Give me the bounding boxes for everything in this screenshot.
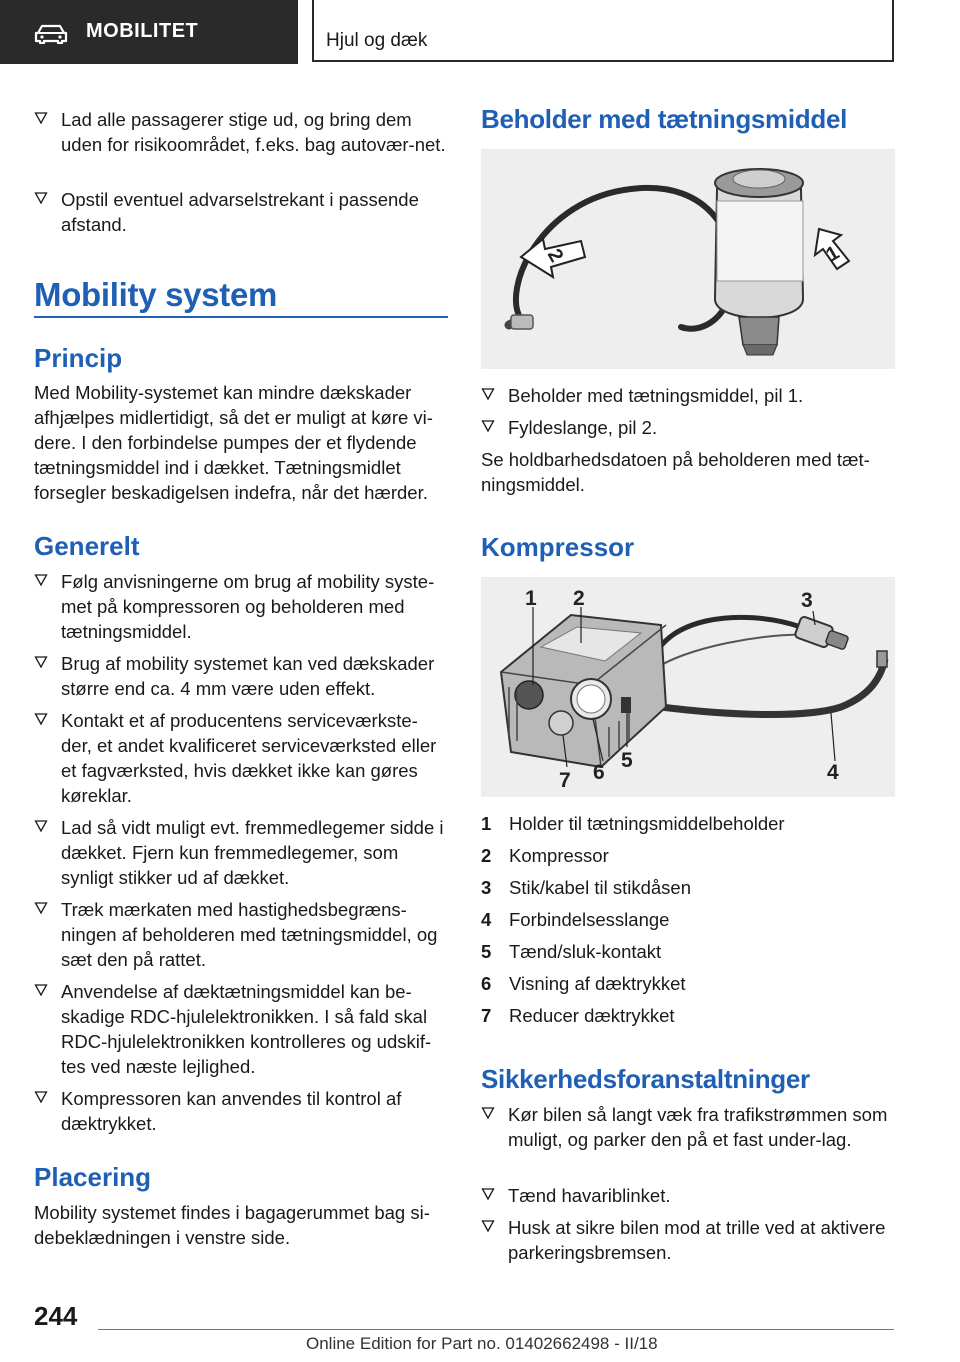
heading-generelt: Generelt [34, 531, 140, 561]
sealant-container-illustration [481, 149, 895, 369]
bullet-text: Kompressoren kan anvendes til kontrol af dæktrykket. [61, 1088, 402, 1134]
item-number: 4 [481, 909, 492, 930]
image-label-2: 2 [573, 587, 585, 610]
heading-princip: Princip [34, 343, 123, 373]
bullet-triangle-icon [481, 1187, 495, 1201]
image-label-6: 6 [593, 761, 605, 784]
item-number: 5 [481, 941, 492, 962]
list-item [481, 843, 895, 868]
bullet-triangle-icon [481, 1219, 495, 1233]
image-label-1: 1 [525, 587, 537, 610]
item-label: Visning af dæktrykket [509, 973, 686, 994]
image-label-3: 3 [801, 589, 813, 612]
list-item [481, 1102, 895, 1152]
heading-beholder: Beholder med tætningsmiddel [481, 104, 848, 134]
footer-edition: Online Edition for Part no. 01402662498 - II/18 [306, 1334, 658, 1353]
list-item [34, 187, 448, 237]
image-label-7: 7 [559, 769, 571, 792]
list-item [481, 939, 895, 964]
compressor-image [481, 577, 895, 797]
item-label: Reducer dæktrykket [509, 1005, 675, 1026]
item-label: Kompressor [509, 845, 609, 866]
bullet-triangle-icon [34, 901, 48, 915]
bullet-text: Kør bilen så langt væk fra trafikstrømmen som muligt, og parker den på et fast under‐lag. [508, 1104, 888, 1150]
image-label-2: 2 [542, 245, 568, 266]
bullet-text: Lad alle passagerer stige ud, og bring dem uden for risikoområdet, f.eks. bag autovær‐net. [61, 109, 446, 155]
bullet-triangle-icon [481, 1106, 495, 1120]
footer-rule [98, 1329, 894, 1330]
bullet-text: Træk mærkaten med hastighedsbegræns‐ningen af beholderen med tætningsmiddel, og sæt den på rattet. [61, 899, 438, 970]
list-item [34, 708, 448, 808]
page-number: 244 [34, 1301, 78, 1331]
bullet-triangle-icon [34, 573, 48, 587]
image-label-1: 1 [822, 241, 844, 267]
bullet-text: Brug af mobility systemet kan ved dækskader større end ca. 4 mm være uden effekt. [61, 653, 435, 699]
bullet-triangle-icon [34, 111, 48, 125]
chapter-title: Hjul og dæk [326, 30, 428, 51]
page-title: Mobility system [34, 276, 278, 313]
bullet-triangle-icon [34, 1090, 48, 1104]
bullet-text: Følg anvisningerne om brug af mobility syste‐met på kompressoren og beholderen med tætningsmiddel. [61, 571, 435, 642]
section-title: MOBILITET [86, 20, 199, 42]
sealant-container-image [481, 149, 895, 369]
item-number: 1 [481, 813, 492, 834]
bullet-triangle-icon [34, 655, 48, 669]
item-number: 7 [481, 1005, 492, 1026]
car-icon [34, 24, 68, 44]
list-item [481, 1003, 895, 1028]
bullet-text: Anvendelse af dæktætningsmiddel kan be‐skadige RDC-hjulelektronikken. I så fald skal RDC-hjulelektronikken kontrolleres og udskif‐tes ved næste lejlighed. [61, 981, 432, 1077]
paragraph-placering: Mobility systemet findes i bagagerummet bag si‐debeklædningen i venstre side. [34, 1202, 430, 1248]
item-label: Forbindelsesslange [509, 909, 670, 930]
bullet-text: Beholder med tætningsmiddel, pil 1. [508, 385, 804, 406]
list-item [34, 107, 448, 157]
list-item [481, 811, 895, 836]
item-label: Tænd/sluk-kontakt [509, 941, 662, 962]
list-item [34, 651, 448, 701]
heading-placering: Placering [34, 1162, 152, 1192]
chapter-tab [312, 0, 894, 62]
heading-kompressor: Kompressor [481, 532, 635, 562]
list-item [34, 897, 448, 972]
item-number: 6 [481, 973, 492, 994]
list-item [34, 815, 448, 890]
bullet-text: Lad så vidt muligt evt. fremmedlegemer sidde i dækket. Fjern kun fremmedlegemer, som synligt stikker ud af dækket. [61, 817, 444, 888]
list-item [481, 415, 895, 440]
bullet-triangle-icon [34, 983, 48, 997]
paragraph-princip: Med Mobility-systemet kan mindre dækskader afhjælpes midlertidigt, så det er muligt at køre vi‐dere. I den forbindelse pumpes der et flydende tætningsmiddel ind i dækket. Tætningsmidlet forsegler beskadigelsen indefra, når det hærder. [34, 382, 433, 503]
list-item [481, 971, 895, 996]
bullet-triangle-icon [34, 819, 48, 833]
bullet-triangle-icon [34, 191, 48, 205]
title-rule [34, 316, 448, 318]
list-item [481, 875, 895, 900]
paragraph-holdbarhed: Se holdbarhedsdatoen på beholderen med tæt‐ningsmiddel. [481, 449, 870, 495]
list-item [34, 1086, 448, 1136]
list-item [34, 979, 448, 1079]
item-label: Stik/kabel til stikdåsen [509, 877, 692, 898]
bullet-triangle-icon [34, 712, 48, 726]
compressor-illustration [481, 577, 895, 797]
section-tab [0, 0, 298, 64]
list-item [481, 1183, 895, 1208]
bullet-text: Kontakt et af producentens serviceværkste‐der, et andet kvalificeret serviceværksted eller et fagværksted, hvis dækket ikke kan gøres køreklar. [61, 710, 437, 806]
heading-sikkerhed: Sikkerhedsforanstaltninger [481, 1064, 810, 1094]
bullet-text: Husk at sikre bilen mod at trille ved at aktivere parkeringsbremsen. [508, 1217, 886, 1263]
bullet-text: Opstil eventuel advarselstrekant i passende afstand. [61, 189, 419, 235]
list-item [34, 569, 448, 644]
list-item [481, 907, 895, 932]
item-number: 2 [481, 845, 492, 866]
item-number: 3 [481, 877, 492, 898]
bullet-text: Tænd havariblinket. [508, 1185, 671, 1206]
bullet-triangle-icon [481, 419, 495, 433]
image-label-4: 4 [827, 761, 839, 784]
list-item [481, 383, 895, 408]
item-label: Holder til tætningsmiddelbeholder [509, 813, 785, 834]
list-item [481, 1215, 895, 1265]
bullet-triangle-icon [481, 387, 495, 401]
image-label-5: 5 [621, 749, 633, 772]
bullet-text: Fyldeslange, pil 2. [508, 417, 658, 438]
